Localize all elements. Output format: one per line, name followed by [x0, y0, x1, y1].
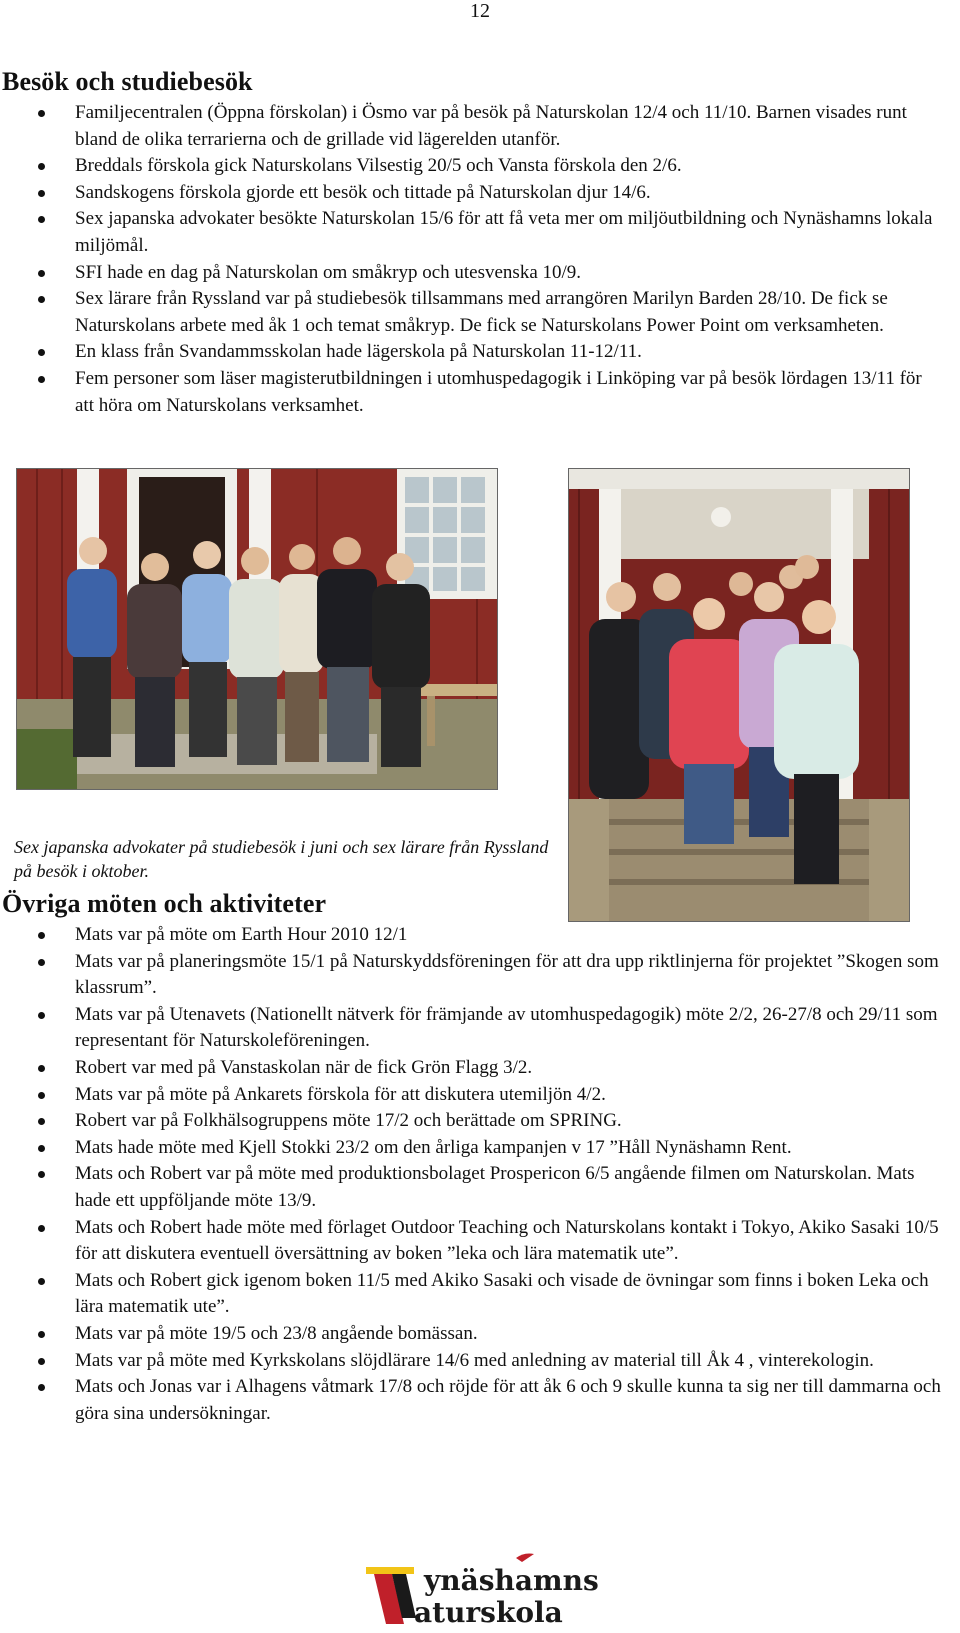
list-item: Mats var på möte 19/5 och 23/8 angående bomässan.: [38, 1321, 943, 1348]
meetings-list: [38, 922, 943, 1427]
page-number: 12: [470, 0, 490, 22]
naturskola-logo-image: [366, 1552, 602, 1628]
list-item: Sandskogens förskola gjorde ett besök och tittade på Naturskolan djur 14/6.: [38, 180, 943, 207]
list-item: Mats var på möte på Ankarets förskola för att diskutera utemiljön 4/2.: [38, 1082, 943, 1109]
photo-japanese-lawyers: [16, 468, 498, 790]
naturskola-logo: [366, 1552, 602, 1628]
list-item: Mats hade möte med Kjell Stokki 23/2 om den årliga kampanjen v 17 ”Håll Nynäshamn Rent.: [38, 1135, 943, 1162]
photo-caption: Sex japanska advokater på studiebesök i juni och sex lärare från Ryssland på besök i oktober.: [14, 837, 549, 881]
list-item: En klass från Svandammsskolan hade lägerskola på Naturskolan 11-12/11.: [38, 339, 943, 366]
list-item: Mats var på möte med Kyrkskolans slöjdlärare 14/6 med anledning av material till Åk 4 , vinterekologin.: [38, 1348, 943, 1375]
list-item: Robert var med på Vanstaskolan när de fick Grön Flagg 3/2.: [38, 1055, 943, 1082]
list-item: Sex lärare från Ryssland var på studiebesök tillsammans med arrangören Marilyn Barden 28/10. De fick se Naturskolans arbete med åk 1 och temat småkryp. De fick se Naturskolans Power Point om verksamheten.: [38, 286, 943, 339]
list-item: Robert var på Folkhälsogruppens möte 17/2 och berättade om SPRING.: [38, 1108, 943, 1135]
list-item: SFI hade en dag på Naturskolan om småkryp och utesvenska 10/9.: [38, 260, 943, 287]
section-heading-meetings: Övriga möten och aktiviteter: [2, 889, 327, 918]
list-item: Mats var på planeringsmöte 15/1 på Naturskyddsföreningen för att dra upp riktlinjerna för projektet ”Skogen som klassrum”.: [38, 949, 943, 1002]
photo-russian-teachers: [568, 468, 910, 922]
svg-text:ynäshamns: ynäshamns: [424, 1564, 599, 1597]
section-heading-visits: Besök och studiebesök: [2, 67, 253, 96]
list-item: Mats var på Utenavets (Nationellt nätverk för främjande av utomhuspedagogik) möte 2/2, 26-27/8 och 29/11 som representant för Naturskoleföreningen.: [38, 1002, 943, 1055]
list-item: Mats och Robert gick igenom boken 11/5 med Akiko Sasaki och visade de övningar som finns i boken Leka och lära matematik ute”.: [38, 1268, 943, 1321]
list-item: Mats och Robert var på möte med produktionsbolaget Prospericon 6/5 angående filmen om Naturskolan. Mats hade ett uppföljande möte 13/9.: [38, 1161, 943, 1214]
list-item: Mats och Jonas var i Alhagens våtmark 17/8 och röjde för att åk 6 och 9 skulle kunna ta sig ner till dammarna och göra sina undersökningar.: [38, 1374, 943, 1427]
list-item: Sex japanska advokater besökte Naturskolan 15/6 för att få veta mer om miljöutbildning och Nynäshamns lokala miljömål.: [38, 206, 943, 259]
photo-japanese-lawyers-image: [17, 469, 497, 789]
list-item: Fem personer som läser magisterutbildningen i utomhuspedagogik i Linköping var på besök lördagen 13/11 för att höra om Naturskolans verksamhet.: [38, 366, 943, 419]
photo-russian-teachers-image: [569, 469, 909, 921]
list-item: Breddals förskola gick Naturskolans Vilsestig 20/5 och Vansta förskola den 2/6.: [38, 153, 943, 180]
visits-list: [38, 100, 943, 419]
list-item: Mats och Robert hade möte med förlaget Outdoor Teaching och Naturskolans kontakt i Tokyo, Akiko Sasaki 10/5 för att diskutera eventuell översättning av boken ”leka och lära matematik ute”.: [38, 1215, 943, 1268]
svg-text:aturskola: aturskola: [414, 1596, 563, 1628]
list-item: Familjecentralen (Öppna förskolan) i Ösmo var på besök på Naturskolan 12/4 och 11/10. Barnen visades runt bland de olika terrarierna och de grillade vid lägerelden utanför.: [38, 100, 943, 153]
list-item: Mats var på möte om Earth Hour 2010 12/1: [38, 922, 943, 949]
